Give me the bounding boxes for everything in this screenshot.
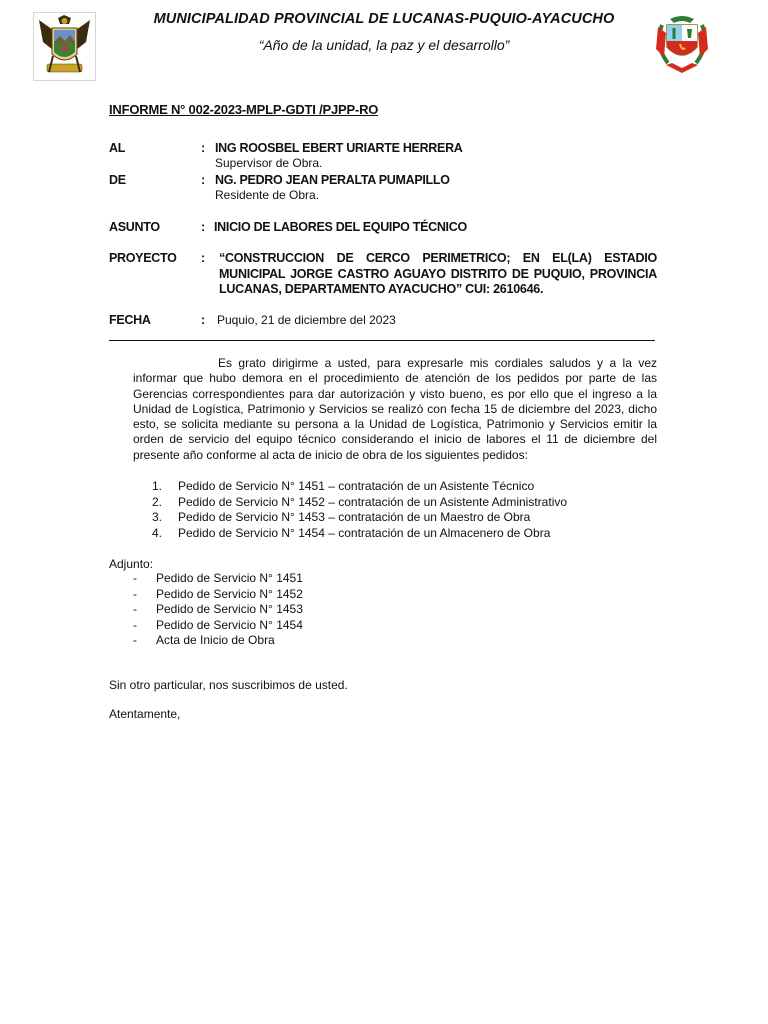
de-colon: :: [201, 173, 206, 187]
list-item: [152, 479, 567, 495]
list-item: [152, 510, 567, 526]
al-colon: :: [201, 141, 206, 155]
de-role: Residente de Obra.: [215, 188, 320, 202]
header-title: MUNICIPALIDAD PROVINCIAL DE LUCANAS-PUQUIO-AYACUCHO: [153, 11, 615, 27]
proyecto-value: “CONSTRUCCION DE CERCO PERIMETRICO; EN EL(LA) ESTADIO MUNICIPAL JORGE CASTRO AGUAYO DISTRITO DE PUQUIO, PROVINCIA LUCANAS, DEPARTAMENTO AYACUCHO” CUI: 2610646.: [219, 251, 657, 296]
list-item-text: Pedido de Servicio N° 1453 – contratación de un Maestro de Obra: [178, 510, 531, 524]
list-item-number: 1.: [152, 479, 163, 493]
list-item-text: Pedido de Servicio N° 1454 – contratación de un Almacenero de Obra: [178, 525, 551, 540]
list-item-dash: -: [133, 586, 137, 601]
adjunto-label: Adjunto:: [109, 557, 154, 571]
al-label: AL: [109, 141, 126, 155]
list-item-number: 3.: [152, 510, 163, 524]
list-item-text: Pedido de Servicio N° 1451: [156, 571, 303, 585]
list-item: [133, 618, 303, 634]
body-paragraph-text: Es grato dirigirme a usted, para expresarle mis cordiales saludos y a la vez informar que hubo demora en el procedimiento de atención de los pedidos por parte de las Gerencias correspondientes para dar autorización y visto bueno, es por ello que el ingreso a la Unidad de Logística, Patrimonio y Servicios se realizó con fecha 15 de diciembre del 2023, dicho esto, se solicita mediante su persona a la Unidad de Logística, Patrimonio y Servicios emitir la orden de servicio del equipo técnico considerando el inicio de labores el 11 de diciembre del presente año conforme al acta de inicio de obra de los siguientes pedidos:: [133, 356, 657, 462]
list-item-text: Acta de Inicio de Obra: [156, 633, 275, 647]
peru-coat-of-arms-icon: [652, 13, 712, 75]
list-item: [152, 526, 567, 542]
list-item-number: 4.: [152, 525, 163, 540]
list-item-text: Pedido de Servicio N° 1452 – contratación de un Asistente Administrativo: [178, 494, 568, 509]
asunto-label: ASUNTO: [109, 220, 160, 234]
asunto-colon: :: [201, 220, 206, 234]
list-item-dash: -: [133, 602, 137, 616]
list-item: [133, 602, 303, 618]
list-item-dash: -: [133, 617, 137, 632]
list-item-text: Pedido de Servicio N° 1452: [156, 586, 303, 601]
proyecto-colon: :: [201, 251, 206, 265]
list-item: [133, 633, 303, 649]
fecha-label: FECHA: [109, 313, 151, 327]
al-name: ING ROOSBEL EBERT URIARTE HERRERA: [215, 141, 463, 155]
list-item-text: Pedido de Servicio N° 1454: [156, 617, 303, 632]
body-paragraph: [133, 356, 657, 463]
de-name: NG. PEDRO JEAN PERALTA PUMAPILLO: [215, 173, 450, 187]
list-item-dash: -: [133, 633, 137, 647]
list-item: [133, 571, 303, 587]
list-item-text: Pedido de Servicio N° 1451 – contratación de un Asistente Técnico: [178, 479, 535, 493]
closing-text: Sin otro particular, nos suscribimos de usted.: [109, 678, 348, 692]
adjuntos-list: [133, 571, 303, 649]
al-role: Supervisor de Obra.: [215, 156, 323, 170]
asunto-value: INICIO DE LABORES DEL EQUIPO TÉCNICO: [214, 220, 467, 234]
pedidos-list: [152, 479, 567, 541]
list-item-dash: -: [133, 571, 137, 585]
informe-number: INFORME N° 002-2023-MPLP-GDTI /PJPP-RO: [109, 102, 379, 117]
fecha-colon: :: [201, 313, 206, 327]
list-item: [152, 495, 567, 511]
de-label: DE: [109, 173, 126, 187]
header-motto: “Año de la unidad, la paz y el desarrollo”: [258, 37, 510, 53]
header-divider: [109, 340, 655, 341]
fecha-value: Puquio, 21 de diciembre del 2023: [217, 313, 396, 327]
list-item: [133, 587, 303, 603]
list-item-text: Pedido de Servicio N° 1453: [156, 602, 303, 616]
proyecto-label: PROYECTO: [109, 251, 177, 265]
regards-text: Atentamente,: [109, 707, 181, 721]
list-item-number: 2.: [152, 494, 163, 509]
